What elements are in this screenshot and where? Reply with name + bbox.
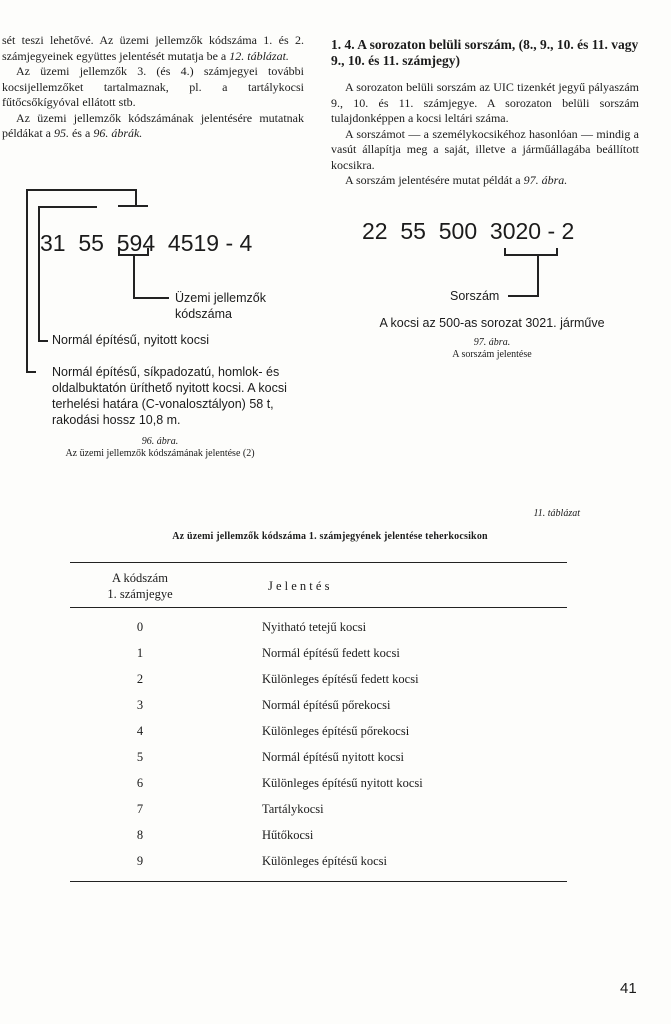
table-cell-meaning: Normál építésű fedett kocsi: [262, 645, 400, 660]
left-paragraph-1: sét teszi lehetővé. Az üzemi jellemzők kódszáma 1. és 2. számjegyeinek együttes jelentését mutatja be a 12. táblázat.: [2, 33, 304, 63]
table-row: [70, 640, 423, 666]
table-cell-meaning: Hűtőkocsi: [262, 827, 314, 842]
table-cell-meaning: Tartálykocsi: [262, 801, 324, 816]
fig96-label-uzemi: Üzemi jellemzők kódszáma: [175, 291, 266, 321]
table-row: [70, 822, 423, 848]
table-cell-code: 8: [136, 827, 144, 842]
page-number: 41: [620, 980, 637, 997]
table-cell-meaning: Különleges építésű nyitott kocsi: [262, 775, 423, 790]
table-row: [70, 692, 423, 718]
fig96-long-tick: [26, 371, 36, 373]
right-paragraph-2: A sorszámot — a személykocsikéhoz hasonlóan — mindig a vasút állapítja meg a saját, illetve a járműállagába beállított kocsikra.: [331, 126, 639, 172]
table-top-rule: [70, 562, 567, 563]
table-cell-code: 1: [136, 645, 144, 660]
table-cell-code: 7: [136, 801, 144, 816]
table-row: [70, 848, 423, 874]
fig97-vline: [537, 256, 539, 296]
fig97-caption: 97. ábra. A sorszám jelentése: [452, 337, 532, 360]
table-row: [70, 614, 423, 640]
fig96-outer-drop: [135, 189, 137, 206]
left-paragraph-2: Az üzemi jellemzők 3. (és 4.) számjegyei további kocsijellemzőket tartalmaznak, pl. a tartálykocsi fűtőcsőkígyóval ellátott stb.: [2, 64, 304, 109]
table-row: [70, 796, 423, 822]
fig96-outer-hline: [26, 189, 136, 191]
table-bottom-rule: [70, 881, 567, 882]
table-cell-code: 2: [136, 671, 144, 686]
fig96-code: 31 55 594 4519 - 4: [40, 230, 253, 256]
table-cell-code: 0: [136, 619, 144, 634]
fig96-uzemi-hline: [133, 297, 169, 299]
fig96-label-normal: Normál építésű, nyitott kocsi: [52, 333, 210, 347]
table-cell-code: 6: [136, 775, 144, 790]
right-paragraph-3: A sorszám jelentésére mutat példát a 97. ábra.: [345, 173, 568, 187]
table-row: [70, 770, 423, 796]
fig96-caption: 96. ábra. Az üzemi jellemzők kódszámának jelentése (2): [65, 436, 255, 459]
fig97-underbracket-l: [504, 248, 506, 256]
fig96-label-long: Normál építésű, síkpadozatú, homlok- és oldalbuktatón üríthető nyitott kocsi. A kocsi terhelési határa (C-vonalosztályon) 58 t, rakodási hossz 10,8 m.: [52, 365, 287, 427]
fig96-inner-hline: [38, 206, 97, 208]
table-head-col2: J e l e n t é s: [268, 579, 330, 593]
table-body: [70, 614, 423, 874]
fig97-underbracket-r: [556, 248, 558, 256]
right-column-text: [331, 37, 639, 189]
fig97-subtitle: A kocsi az 500-as sorozat 3021. járműve: [379, 316, 605, 330]
table-row: [70, 666, 423, 692]
table-cell-meaning: Nyitható tetejű kocsi: [262, 619, 367, 634]
right-paragraph-1: A sorozaton belüli sorszám az UIC tizenkét jegyű pályaszám 9., 10. és 11. számjegye. A sorozaton belüli sorszám tulajdonképpen a kocsi leltári száma.: [331, 80, 639, 125]
table-head-rule: [70, 607, 567, 608]
table-row: [70, 744, 423, 770]
table-title: Az üzemi jellemzők kódszáma 1. számjegyének jelentése teherkocsikon: [172, 531, 488, 542]
fig97-underbracket: [504, 254, 558, 256]
fig97-label-sorszam: Sorszám: [450, 289, 500, 303]
fig96-normal-tick: [38, 340, 48, 342]
fig97-code: 22 55 500 3020 - 2: [362, 218, 575, 244]
left-paragraph-3: Az üzemi jellemzők kódszámának jelentésére mutatnak példákat a 95. és a 96. ábrák.: [2, 110, 304, 140]
table-cell-code: 9: [136, 853, 144, 868]
table-cell-meaning: Normál építésű nyitott kocsi: [262, 749, 404, 764]
fig96-outer-vline: [26, 189, 28, 373]
table-cell-meaning: Különleges építésű pőrekocsi: [262, 723, 410, 738]
table-head-col1: A kódszám 1. számjegye: [107, 571, 173, 601]
table-cell-code: 4: [136, 723, 144, 738]
table-cell-code: 3: [136, 697, 144, 712]
table-cell-meaning: Különleges építésű kocsi: [262, 853, 387, 868]
table-cell-code: 5: [136, 749, 144, 764]
fig96-topbracket: [118, 205, 148, 207]
table-label: 11. táblázat: [533, 508, 580, 519]
table-row: [70, 718, 423, 744]
table-cell-meaning: Különleges építésű fedett kocsi: [262, 671, 419, 686]
fig96-inner-vline: [38, 206, 40, 342]
left-column-text: [2, 33, 304, 142]
fig96-uzemi-vline: [133, 256, 135, 298]
section-heading: 1. 4. A sorozaton belüli sorszám, (8., 9., 10. és 11. vagy 9., 10. és 11. számjegy): [331, 37, 639, 68]
fig97-hline: [508, 295, 539, 297]
table-cell-meaning: Normál építésű pőrekocsi: [262, 697, 391, 712]
